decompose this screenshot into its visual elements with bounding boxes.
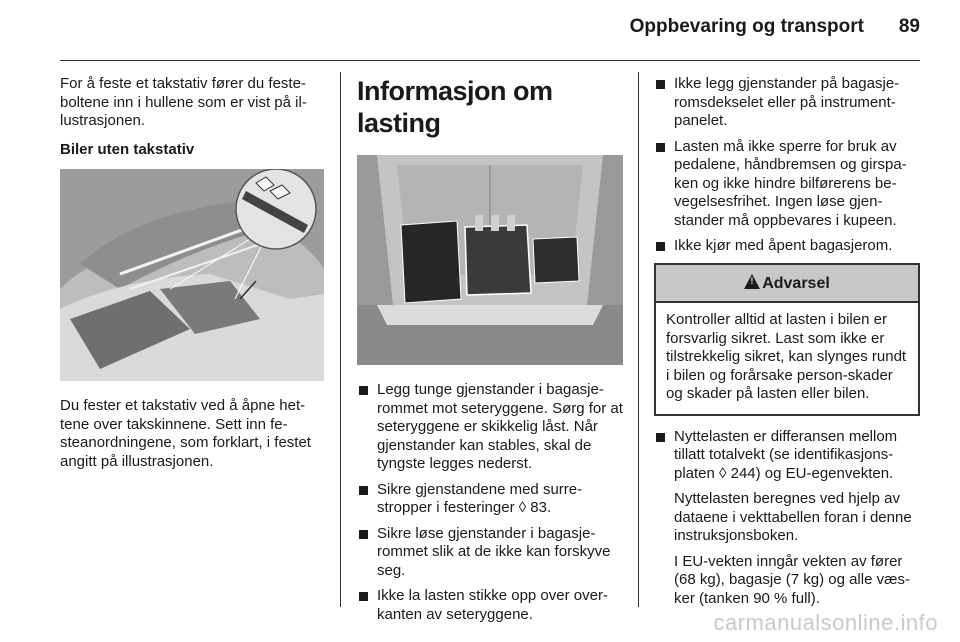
roof-rack-intro-text: For å feste et takstativ fører du feste-boltene inn i hullene som er vist på il-lustrasjonen. [60,75,307,129]
warning-header [656,265,918,304]
roof-rail-illustration [60,169,324,381]
bullet-icon [359,386,368,395]
bullet-icon [359,530,368,539]
column-divider-right [638,72,639,607]
list-item: Sikre løse gjenstander i bagasje-rommet slik at de ikke kan forskyve seg. [357,525,623,581]
list-item: Lasten må ikke sperre for bruk av pedalene, håndbremsen og girspa-ken og ikke hindre bilførerens be-vegelsesfrihet. Ingen løse gjen-stander må oppbevares i kupeen. [654,138,920,231]
eu-weight-text: I EU-vekten inngår vekten av fører (68 kg), bagasje (7 kg) og alle væs-ker (tanken 90 % full). [674,552,910,607]
watermark-text: carmanualsonline.info [713,610,938,635]
header-divider [60,60,920,61]
bullet-icon [656,242,665,251]
list-item: Ikke la lasten stikke opp over over-kanten av seteryggene. [357,587,623,624]
loading-bullet-list [357,381,623,624]
bullet-icon [656,433,665,442]
bullet-icon [656,143,665,152]
trunk-loading-illustration [357,155,623,365]
page-header-title: Oppbevaring og transport [629,16,864,37]
roof-rack-mounting-text: Du fester et takstativ ved å åpne het-tene over takskinnene. Sett inn fe-steanordningene, som forklart, i festet angitt på illustrasjonen. [60,397,311,470]
list-item: Sikre gjenstandene med surre-stropper i festeringer ◊ 83. [357,481,623,518]
page-number: 89 [898,16,920,37]
column-3 [654,75,920,615]
list-item: Ikke kjør med åpent bagasjerom. [654,237,920,256]
list-item: Legg tunge gjenstander i bagasje-rommet mot seteryggene. Sørg for at seteryggene er skikkelig låst. Når gjenstander kan stables, skal de tyngste legges nederst. [357,381,623,474]
list-item [654,428,920,609]
warning-triangle-icon [744,274,760,289]
bullet-icon [656,80,665,89]
payload-definition-text: Nyttelasten er differansen mellom tillatt totalvekt (se identifikasjons-platen ◊ 244) og EU-egenvekten. [674,427,898,482]
warning-box [654,263,920,416]
warning-label: Advarsel [762,274,830,292]
list-item: Ikke legg gjenstander på bagasje-romsdekselet eller på instrument-panelet. [654,75,920,131]
payload-calculation-text: Nyttelasten beregnes ved hjelp av dataene i vekttabellen foran i denne instruksjonsboken. [674,490,912,544]
payload-bullet-list [654,428,920,609]
loading-bullet-list-continued [654,75,920,256]
column-divider-left [340,72,341,607]
column-1 [60,75,324,481]
bullet-icon [359,592,368,601]
column-2 [357,75,623,631]
subheading-no-roof-rack: Biler uten takstativ [60,140,195,158]
section-title-loading-info: Informasjon om lasting [357,76,553,138]
bullet-icon [359,486,368,495]
warning-text: Kontroller alltid at lasten i bilen er forsvarlig sikret. Last som ikke er tilstrekkelig sikret, kan slynges rundt i bilen og forårsake person-skader og skader på lasten eller bilen. [666,311,907,402]
